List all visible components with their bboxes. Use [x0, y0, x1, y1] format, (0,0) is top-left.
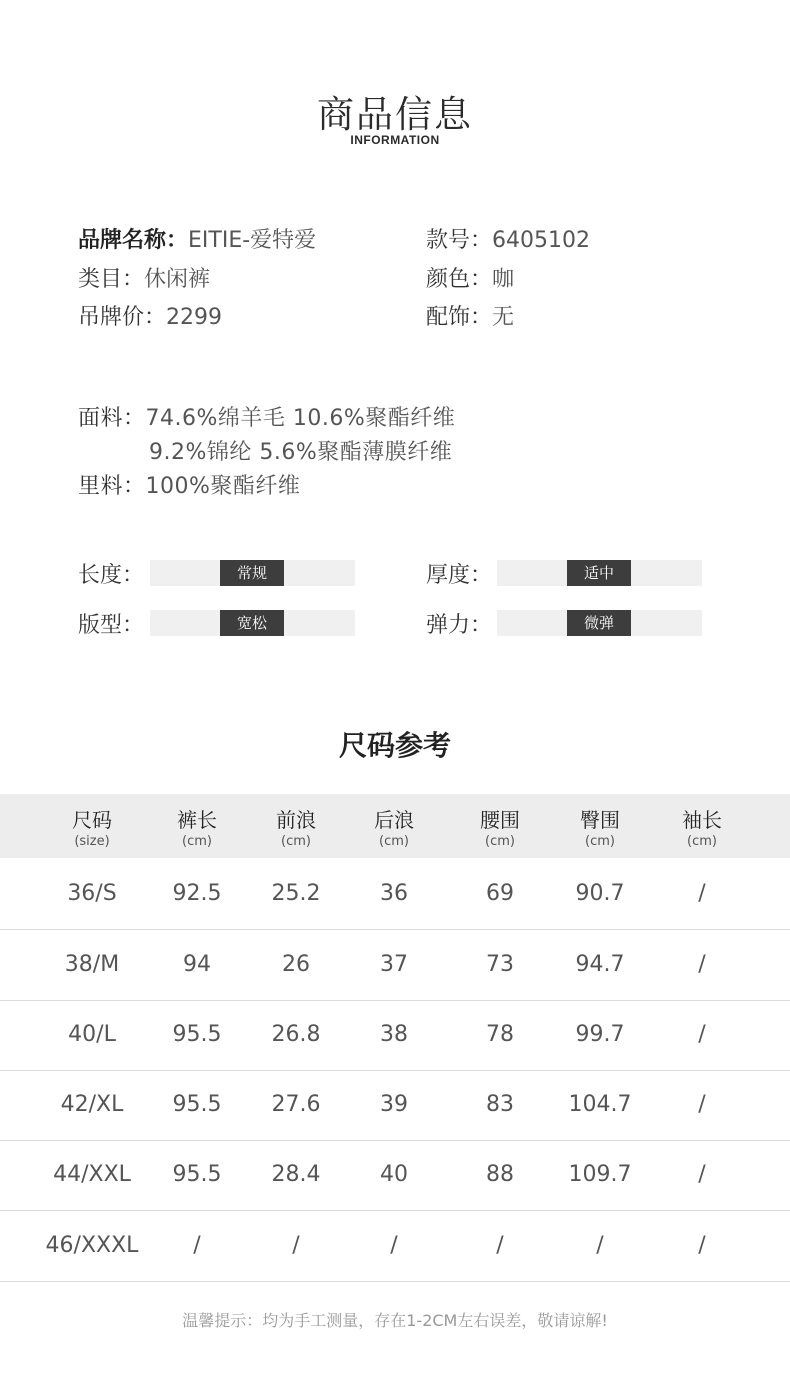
brand-value: EITIE-爱特爱 [188, 228, 317, 253]
lining-row [78, 469, 300, 500]
style-no-value: 6405102 [492, 228, 590, 253]
table-cell: 99.7 [575, 1022, 625, 1047]
accessory-value: 无 [492, 305, 515, 330]
table-cell: 88 [486, 1162, 514, 1187]
fabric-line2: 9.2%锦纶 5.6%聚酯薄膜纤维 [149, 440, 453, 465]
table-cell: 73 [486, 952, 514, 977]
category-value: 休闲裤 [144, 267, 211, 292]
thickness-scale [497, 560, 702, 586]
header-unit: (cm) [687, 834, 717, 849]
table-cell: / [292, 1233, 300, 1258]
table-cell: 44/XXL [53, 1162, 131, 1187]
table-cell: / [390, 1233, 398, 1258]
table-cell: 27.6 [271, 1092, 321, 1117]
table-cell: 42/XL [60, 1092, 124, 1117]
table-cell: 92.5 [172, 881, 222, 906]
table-cell: / [596, 1233, 604, 1258]
header-cell [339, 794, 449, 849]
table-cell: 36/S [67, 881, 117, 906]
table-row [0, 1211, 790, 1282]
header-cell [445, 794, 555, 849]
header-cell [241, 794, 351, 849]
header-label: 裤长 [177, 808, 217, 832]
header-unit: (size) [74, 834, 110, 849]
table-cell: 26.8 [271, 1022, 321, 1047]
table-cell: 40/L [68, 1022, 116, 1047]
accessory-label: 配饰： [426, 305, 493, 330]
table-cell: 26 [282, 952, 310, 977]
header-cell [647, 794, 757, 849]
table-cell: / [698, 1233, 706, 1258]
fit-label: 版型： [78, 613, 145, 638]
table-row [0, 1000, 790, 1071]
header-label: 臀围 [580, 808, 620, 832]
table-row [0, 930, 790, 1001]
table-cell: 25.2 [271, 881, 321, 906]
table-cell: / [698, 1092, 706, 1117]
header-label: 袖长 [682, 808, 722, 832]
table-row [0, 859, 790, 930]
page-title: 商品信息 [317, 93, 473, 136]
table-cell: 39 [380, 1092, 408, 1117]
size-table-header [0, 794, 790, 858]
thickness-tag: 适中 [567, 560, 631, 586]
style-no-label: 款号： [426, 228, 493, 253]
table-cell: / [698, 952, 706, 977]
table-cell: 104.7 [568, 1092, 632, 1117]
table-cell: / [496, 1233, 504, 1258]
length-tag: 常规 [220, 560, 284, 586]
header-unit: (cm) [585, 834, 615, 849]
header-unit: (cm) [485, 834, 515, 849]
table-cell: 94.7 [575, 952, 625, 977]
size-table-title: 尺码参考 [338, 729, 451, 762]
accessory-row [426, 300, 514, 331]
table-cell: / [698, 1022, 706, 1047]
table-row [0, 1070, 790, 1141]
table-cell: / [698, 1162, 706, 1187]
header-label: 后浪 [374, 808, 414, 832]
style-no-row [426, 223, 590, 254]
table-cell: 40 [380, 1162, 408, 1187]
header-label: 尺码 [72, 808, 112, 832]
elasticity-label: 弹力： [426, 613, 493, 638]
length-label: 长度： [78, 563, 145, 588]
thickness-label: 厚度： [426, 563, 493, 588]
table-cell: 38/M [64, 952, 120, 977]
table-cell: / [193, 1233, 201, 1258]
elasticity-scale [497, 610, 702, 636]
price-row [78, 300, 222, 331]
color-label: 颜色： [426, 267, 493, 292]
brand-row [78, 223, 316, 254]
header-unit: (cm) [182, 834, 212, 849]
price-label: 吊牌价： [78, 305, 167, 330]
table-row [0, 1140, 790, 1211]
table-cell: 94 [183, 952, 211, 977]
fit-scale [150, 610, 355, 636]
measurement-note: 温馨提示：均为手工测量，存在1-2CM左右误差，敬请谅解! [182, 1311, 608, 1330]
color-row [426, 262, 514, 293]
table-cell: 28.4 [271, 1162, 321, 1187]
table-cell: 78 [486, 1022, 514, 1047]
header-cell [545, 794, 655, 849]
fabric-line1: 74.6%绵羊毛 10.6%聚酯纤维 [145, 406, 456, 431]
category-row [78, 262, 210, 293]
header-cell [142, 794, 252, 849]
table-cell: 95.5 [172, 1162, 222, 1187]
lining-label: 里料： [78, 474, 146, 499]
table-cell: 95.5 [172, 1022, 222, 1047]
elasticity-tag: 微弹 [567, 610, 631, 636]
page-subtitle: INFORMATION [350, 133, 440, 147]
price-value: 2299 [166, 305, 223, 330]
table-cell: 46/XXXL [45, 1233, 139, 1258]
header-cell [37, 794, 147, 849]
header-unit: (cm) [379, 834, 409, 849]
table-cell: 95.5 [172, 1092, 222, 1117]
fabric-row [78, 401, 455, 432]
brand-label: 品牌名称： [78, 228, 189, 253]
lining-value: 100%聚酯纤维 [145, 474, 301, 499]
table-cell: / [698, 881, 706, 906]
table-cell: 83 [486, 1092, 514, 1117]
header-label: 前浪 [276, 808, 316, 832]
length-scale [150, 560, 355, 586]
header-label: 腰围 [480, 808, 520, 832]
fit-tag: 宽松 [220, 610, 284, 636]
table-cell: 90.7 [575, 881, 625, 906]
table-cell: 69 [486, 881, 514, 906]
header-unit: (cm) [281, 834, 311, 849]
color-value: 咖 [492, 267, 515, 292]
table-cell: 36 [380, 881, 408, 906]
table-cell: 37 [380, 952, 408, 977]
table-cell: 38 [380, 1022, 408, 1047]
fabric-label: 面料： [78, 406, 146, 431]
category-label: 类目： [78, 267, 145, 292]
table-cell: 109.7 [568, 1162, 632, 1187]
